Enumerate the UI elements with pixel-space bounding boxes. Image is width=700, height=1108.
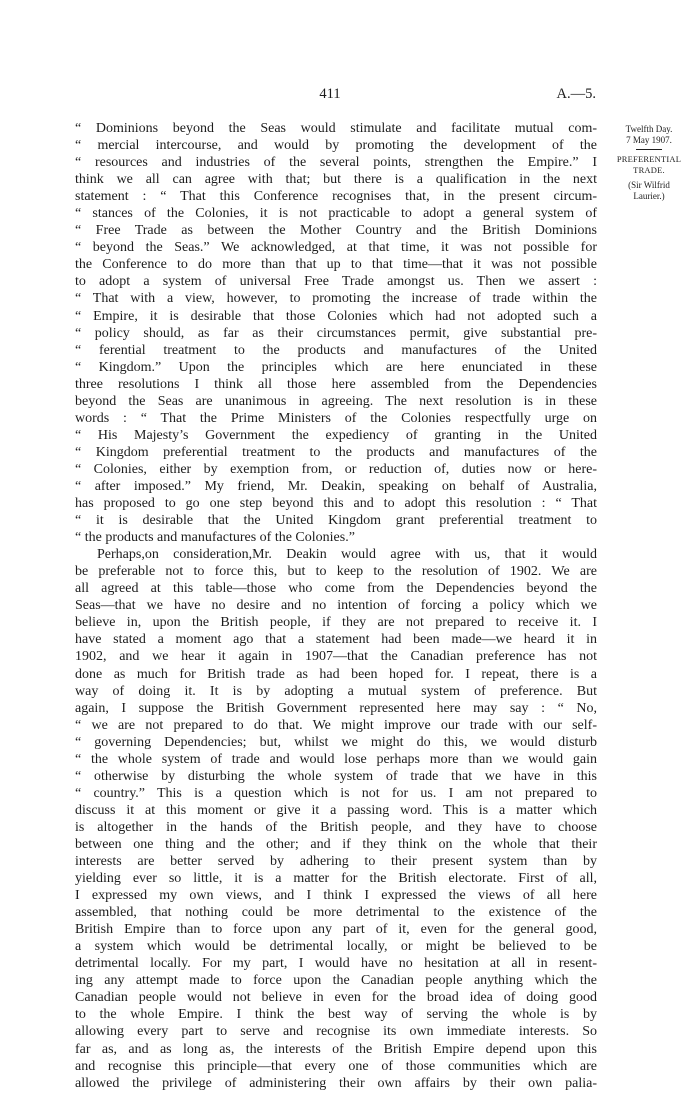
text-line: “ otherwise by disturbing the whole system of trade that we have in this <box>75 768 597 784</box>
text-line: yielding ever so little, it is a matter for the British electorate. First of all, <box>75 871 597 887</box>
text-line: between one thing and the other; and if they think on the whole that their <box>75 836 597 852</box>
text-line: “ it is desirable that the United Kingdom grant preferential treatment to <box>75 513 597 529</box>
text-line: “ governing Dependencies; but, whilst we might do this, we would disturb <box>75 734 597 750</box>
text-line: “ Colonies, either by exemption from, or reduction of, duties now or here- <box>75 461 597 477</box>
text-line: the Conference to do more than that up to that time—that it was not possible <box>75 257 597 273</box>
text-line: “ beyond the Seas.” We acknowledged, at that time, it was not possible for <box>75 240 597 256</box>
text-line: British Empire than to force upon any part of it, even for the general good, <box>75 922 597 938</box>
margin-note <box>604 124 694 202</box>
margin-note-topic: PREFERENTIAL <box>616 154 682 164</box>
text-line: “ mercial intercourse, and would by promoting the development of the <box>75 138 597 154</box>
text-line: “ resources and industries of the several points, strengthen the Empire.” I <box>75 155 597 171</box>
text-line: “ the products and manufactures of the Colonies.” <box>75 530 355 546</box>
text-line: done as much for British trade as had been hoped for. I repeat, there is a <box>75 666 597 682</box>
margin-note-day: Twelfth Day. <box>625 124 673 134</box>
text-line: “ country.” This is a question which is not for us. I am not prepared to <box>75 785 597 801</box>
page-number: 411 <box>319 86 341 102</box>
text-line: assembled, that nothing could be more detrimental to the existence of the <box>75 905 597 921</box>
text-line: has proposed to go one step beyond this and to adopt this resolution : “ That <box>75 496 597 512</box>
text-line: discuss it at this moment or give it a passing word. This is a matter which <box>75 802 597 818</box>
margin-note-speaker-continued: Laurier.) <box>633 191 665 201</box>
text-line: “ Empire, it is desirable that those Colonies which had not adopted such a <box>75 308 597 324</box>
text-line: 1902, and we hear it again in 1907—that the Canadian preference has not <box>75 649 597 665</box>
text-line: statement : “ That this Conference recognises that, in the present circum- <box>75 189 597 205</box>
margin-note-topic-continued: TRADE. <box>633 165 665 175</box>
text-line: “ policy should, as far as their circumstances permit, give substantial pre- <box>75 325 597 341</box>
margin-note-date: 7 May 1907. <box>626 135 672 145</box>
text-line: beyond the Seas are unanimous in agreeing. The next resolution is in these <box>75 393 597 409</box>
text-line: interests are better served by adhering to their present system than by <box>75 854 597 870</box>
text-line: to the whole Empire. I think the best way of serving the whole is by <box>75 1007 597 1023</box>
margin-note-rule <box>636 149 662 150</box>
text-line: “ after imposed.” My friend, Mr. Deakin, speaking on behalf of Australia, <box>75 478 597 494</box>
text-line: “ That with a view, however, to promoting the increase of trade within the <box>75 291 597 307</box>
text-line: ing any attempt made to force upon the Canadian people anything which the <box>75 973 597 989</box>
text-line: all agreed at this table—those who come from the Dependencies beyond the <box>75 581 597 597</box>
text-line: to adopt a system of universal Free Trade amongst us. Then we assert : <box>75 274 597 290</box>
text-line: three resolutions I think all those here assembled from the Dependencies <box>75 376 597 392</box>
text-line: a system which would be detrimental locally, or might be believed to be <box>75 939 597 955</box>
text-line: is altogether in the hands of the British people, and they have to choose <box>75 819 597 835</box>
text-line: believe in, upon the British people, if they are not prepared to receive it. I <box>75 615 597 631</box>
text-line: I expressed my own views, and I think I expressed the views of all here <box>75 888 597 904</box>
text-line: “ Kingdom.” Upon the principles which are here enunciated in these <box>75 359 597 375</box>
text-line: again, I suppose the British Government represented here may say : “ No, <box>75 700 597 716</box>
text-line: be preferable not to force this, but to keep to the resolution of 1902. We are <box>75 564 597 580</box>
text-line: “ the whole system of trade and would lose perhaps more than we would gain <box>75 751 597 767</box>
text-line: “ stances of the Colonies, it is not practicable to adopt a general system of <box>75 206 597 222</box>
text-line: think we all can agree with that; but there is a qualification in the next <box>75 172 597 188</box>
text-line: Perhaps,on consideration,Mr. Deakin would agree with us, that it would <box>97 547 597 563</box>
margin-note-speaker: (Sir Wilfrid <box>628 180 670 190</box>
text-line: “ Free Trade as between the Mother Country and the British Dominions <box>75 223 597 239</box>
text-line: have stated a moment ago that a statement had been made—we heard it in <box>75 632 597 648</box>
text-line: detrimental locally. For my part, I would have no hesitation at all in resent- <box>75 956 597 972</box>
text-line: “ ferential treatment to the products and manufactures of the United <box>75 342 597 358</box>
text-line: way of doing it. It is by adopting a mutual system of preference. But <box>75 683 597 699</box>
text-line: “ Kingdom preferential treatment to the products and manufactures of the <box>75 444 597 460</box>
text-line: allowing every part to serve and recognise its own immediate interests. So <box>75 1024 597 1040</box>
text-line: words : “ That the Prime Ministers of the Colonies respectfully urge on <box>75 410 597 426</box>
text-line: Seas—that we have no desire and no intention of forcing a policy which we <box>75 598 597 614</box>
text-line: and recognise this principle—that every one of those communities which are <box>75 1058 597 1074</box>
text-line: Canadian people would not believe in even for the broad idea of doing good <box>75 990 597 1006</box>
text-line: “ Dominions beyond the Seas would stimulate and facilitate mutual com- <box>75 121 597 136</box>
text-line: allowed the privilege of administering their own affairs by their own palia- <box>75 1075 597 1091</box>
body-text <box>75 120 597 1092</box>
text-line: far as, and as long as, the interests of the British Empire depend upon this <box>75 1041 597 1057</box>
text-line: “ His Majesty’s Government the expediency of granting in the United <box>75 427 597 443</box>
document-reference: A.—5. <box>556 86 596 102</box>
text-line: “ we are not prepared to do that. We might improve our trade with our self- <box>75 717 597 733</box>
